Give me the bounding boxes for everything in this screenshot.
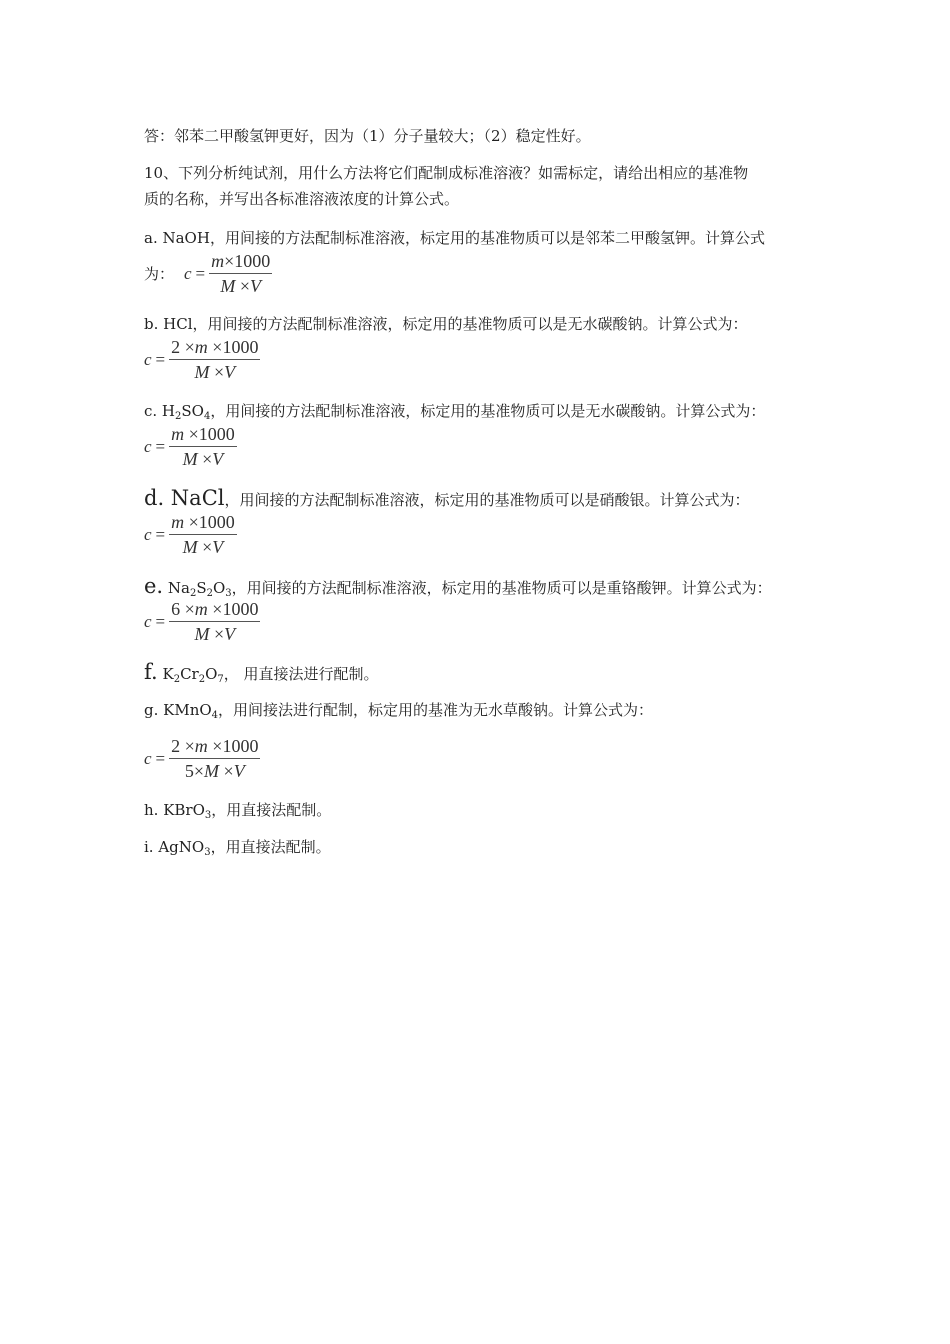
formula-b-numerator: 2 ×m ×1000: [169, 336, 260, 360]
formula-d-numerator: m ×1000: [169, 511, 237, 535]
formula-b-lhs: c =: [144, 349, 166, 369]
formula-d-fraction: [169, 511, 237, 558]
item-c-line: c. $H_2SO_4$，用间接的方法配制标准溶液，标定用的基准物质可以是无水碳酸钠。计算公式为：: [144, 402, 766, 422]
formula-a-denominator: M ×V: [220, 276, 262, 296]
answer-line: 答：邻苯二甲酸氢钾更好，因为（1）分子量较大；（2）稳定性好。: [144, 127, 591, 145]
item-e-line: e. $Na_2S_2O_3$，用间接的方法配制标准溶液，标定用的基准物质可以是重铬酸钾。计算公式为：: [144, 574, 772, 599]
formula-c-fraction: [169, 423, 237, 470]
item-f-line: f. $K_2Cr_2O_7$， 用直接法进行配制。: [144, 660, 379, 685]
formula-e: [144, 598, 260, 645]
formula-a-numerator: m×1000: [209, 250, 272, 274]
formula-d-lhs: c =: [144, 524, 166, 544]
item-f-text: ， 用直接法进行配制。: [223, 665, 379, 683]
formula-b-denominator: M ×V: [194, 362, 236, 382]
item-h-text: ，用直接法配制。: [211, 801, 332, 819]
item-b-text: ，用间接的方法配制标准溶液，标定用的基准物质可以是无水碳酸钠。计算公式为：: [192, 315, 748, 333]
question-line-2: 质的名称，并写出各标准溶液浓度的计算公式。: [144, 190, 460, 208]
item-a-line: [144, 228, 765, 248]
formula-b-fraction: [169, 336, 260, 383]
item-d-text: ，用间接的方法配制标准溶液，标定用的基准物质可以是硝酸银。计算公式为：: [224, 491, 750, 509]
formula-d-denominator: M ×V: [182, 537, 224, 557]
item-c-text: ，用间接的方法配制标准溶液，标定用的基准物质可以是无水碳酸钠。计算公式为：: [210, 402, 766, 420]
formula-a-lhs: c =: [184, 263, 206, 283]
formula-a: [184, 250, 272, 297]
formula-b: [144, 336, 260, 383]
item-d-line: [144, 488, 750, 510]
formula-c-numerator: m ×1000: [169, 423, 237, 447]
item-g-line: g. KMnO$_4$，用间接法进行配制，标定用的基准为无水草酸钠。计算公式为：: [144, 701, 654, 721]
item-d-prefix: d. NaCl: [144, 486, 225, 510]
formula-e-numerator: 6 ×m ×1000: [169, 598, 260, 622]
item-i-line: i. AgNO$_3$，用直接法配制。: [144, 838, 331, 858]
formula-g-fraction: [169, 735, 260, 782]
item-b-line: [144, 314, 748, 334]
formula-c: [144, 423, 237, 470]
formula-g-numerator: 2 ×m ×1000: [169, 735, 260, 759]
question-line-1: 10、下列分析纯试剂，用什么方法将它们配制成标准溶液？如需标定，请给出相应的基准物: [144, 164, 749, 182]
formula-c-lhs: c =: [144, 436, 166, 456]
item-i-text: ，用直接法配制。: [210, 838, 331, 856]
item-b-prefix: b. HCl: [144, 315, 193, 333]
formula-g-denominator: 5×M ×V: [184, 761, 245, 781]
formula-a-fraction: [209, 250, 272, 297]
item-e-text: ，用间接的方法配制标准溶液，标定用的基准物质可以是重铬酸钾。计算公式为：: [231, 579, 772, 597]
formula-g: [144, 735, 260, 782]
formula-c-denominator: M ×V: [182, 449, 224, 469]
formula-g-lhs: c =: [144, 748, 166, 768]
item-a-cont: 为：: [144, 265, 175, 283]
formula-e-denominator: M ×V: [194, 624, 236, 644]
item-a-prefix: a. NaOH: [144, 229, 210, 247]
formula-d: [144, 511, 237, 558]
item-g-text: ，用间接法进行配制，标定用的基准为无水草酸钠。计算公式为：: [218, 701, 654, 719]
item-a-text: ，用间接的方法配制标准溶液，标定用的基准物质可以是邻苯二甲酸氢钾。计算公式: [209, 229, 765, 247]
item-h-line: h. KBrO$_3$，用直接法配制。: [144, 801, 332, 821]
formula-e-lhs: c =: [144, 611, 166, 631]
formula-e-fraction: [169, 598, 260, 645]
